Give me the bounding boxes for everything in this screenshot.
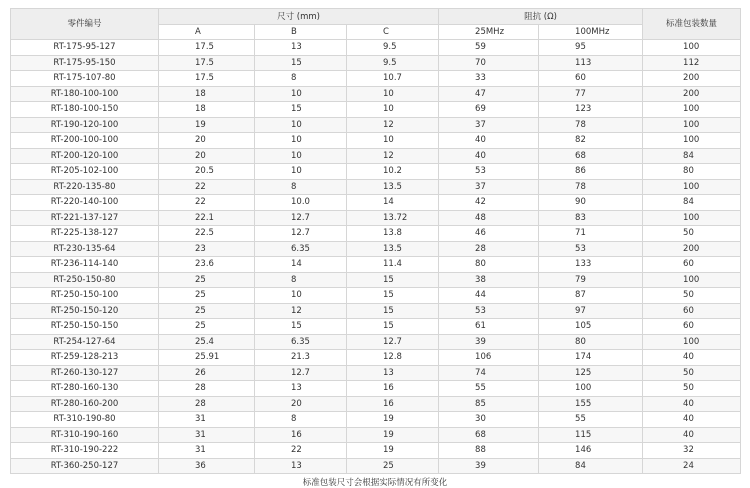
table-row [11, 396, 741, 412]
cell-b: 13 [255, 381, 347, 397]
cell-c: 10 [347, 133, 439, 149]
cell-pack-qty: 84 [643, 195, 741, 211]
cell-b: 10 [255, 86, 347, 102]
table-row [11, 288, 741, 304]
cell-pack-qty: 112 [643, 55, 741, 71]
cell-part-no: RT-250-150-80 [11, 272, 159, 288]
cell-c: 13.72 [347, 210, 439, 226]
cell-100mhz: 82 [539, 133, 643, 149]
header-row-1 [11, 9, 741, 25]
cell-a: 25 [159, 319, 255, 335]
cell-part-no: RT-221-137-127 [11, 210, 159, 226]
cell-a: 31 [159, 412, 255, 428]
table-row [11, 412, 741, 428]
cell-c: 16 [347, 396, 439, 412]
cell-100mhz: 83 [539, 210, 643, 226]
table-row [11, 117, 741, 133]
cell-25mhz: 39 [439, 334, 539, 350]
cell-a: 22.1 [159, 210, 255, 226]
cell-b: 6.35 [255, 334, 347, 350]
table-row [11, 102, 741, 118]
table-row [11, 195, 741, 211]
cell-25mhz: 28 [439, 241, 539, 257]
cell-part-no: RT-254-127-64 [11, 334, 159, 350]
cell-25mhz: 47 [439, 86, 539, 102]
cell-part-no: RT-250-150-120 [11, 303, 159, 319]
cell-b: 14 [255, 257, 347, 273]
cell-pack-qty: 40 [643, 427, 741, 443]
cell-pack-qty: 50 [643, 381, 741, 397]
cell-a: 18 [159, 102, 255, 118]
cell-100mhz: 53 [539, 241, 643, 257]
table-row [11, 210, 741, 226]
table-row [11, 55, 741, 71]
cell-c: 9.5 [347, 40, 439, 56]
cell-c: 19 [347, 443, 439, 459]
cell-25mhz: 42 [439, 195, 539, 211]
cell-c: 25 [347, 458, 439, 474]
table-row [11, 133, 741, 149]
cell-25mhz: 30 [439, 412, 539, 428]
cell-part-no: RT-220-135-80 [11, 179, 159, 195]
cell-c: 15 [347, 288, 439, 304]
cell-pack-qty: 32 [643, 443, 741, 459]
cell-part-no: RT-280-160-200 [11, 396, 159, 412]
cell-25mhz: 80 [439, 257, 539, 273]
cell-25mhz: 40 [439, 133, 539, 149]
footnote: 标准包装尺寸会根据实际情况有所变化 [302, 478, 448, 488]
table-row [11, 71, 741, 87]
cell-100mhz: 80 [539, 334, 643, 350]
cell-a: 23 [159, 241, 255, 257]
cell-pack-qty: 200 [643, 86, 741, 102]
cell-part-no: RT-190-120-100 [11, 117, 159, 133]
cell-100mhz: 79 [539, 272, 643, 288]
cell-b: 10 [255, 288, 347, 304]
cell-pack-qty: 100 [643, 117, 741, 133]
cell-a: 25.91 [159, 350, 255, 366]
cell-c: 13 [347, 365, 439, 381]
cell-pack-qty: 40 [643, 396, 741, 412]
cell-a: 25 [159, 272, 255, 288]
cell-25mhz: 46 [439, 226, 539, 242]
cell-b: 15 [255, 55, 347, 71]
cell-c: 13.5 [347, 241, 439, 257]
cell-c: 15 [347, 319, 439, 335]
cell-pack-qty: 100 [643, 334, 741, 350]
table-row [11, 257, 741, 273]
header-b: B [255, 25, 347, 40]
cell-b: 10 [255, 148, 347, 164]
spec-table [10, 8, 741, 474]
cell-pack-qty: 100 [643, 272, 741, 288]
cell-pack-qty: 100 [643, 210, 741, 226]
header-size: 尺寸 (mm) [159, 9, 439, 25]
cell-c: 11.4 [347, 257, 439, 273]
cell-25mhz: 53 [439, 303, 539, 319]
table-row [11, 458, 741, 474]
cell-100mhz: 86 [539, 164, 643, 180]
cell-100mhz: 155 [539, 396, 643, 412]
cell-100mhz: 71 [539, 226, 643, 242]
header-25mhz: 25MHz [439, 25, 539, 40]
cell-a: 18 [159, 86, 255, 102]
cell-25mhz: 37 [439, 117, 539, 133]
cell-c: 15 [347, 303, 439, 319]
cell-b: 12 [255, 303, 347, 319]
table-row [11, 226, 741, 242]
cell-a: 17.5 [159, 71, 255, 87]
cell-25mhz: 70 [439, 55, 539, 71]
cell-a: 17.5 [159, 40, 255, 56]
cell-100mhz: 78 [539, 117, 643, 133]
cell-b: 12.7 [255, 226, 347, 242]
cell-part-no: RT-236-114-140 [11, 257, 159, 273]
table-row [11, 319, 741, 335]
cell-c: 19 [347, 427, 439, 443]
cell-100mhz: 95 [539, 40, 643, 56]
cell-pack-qty: 40 [643, 350, 741, 366]
cell-100mhz: 146 [539, 443, 643, 459]
cell-100mhz: 55 [539, 412, 643, 428]
cell-25mhz: 69 [439, 102, 539, 118]
table-row [11, 86, 741, 102]
cell-a: 20 [159, 133, 255, 149]
cell-pack-qty: 200 [643, 71, 741, 87]
cell-c: 12.8 [347, 350, 439, 366]
header-part-no: 零件编号 [11, 9, 159, 40]
cell-c: 16 [347, 381, 439, 397]
table-row [11, 427, 741, 443]
cell-b: 8 [255, 179, 347, 195]
cell-a: 17.5 [159, 55, 255, 71]
cell-a: 22.5 [159, 226, 255, 242]
cell-part-no: RT-175-107-80 [11, 71, 159, 87]
cell-25mhz: 39 [439, 458, 539, 474]
cell-part-no: RT-280-160-130 [11, 381, 159, 397]
cell-b: 22 [255, 443, 347, 459]
cell-a: 25 [159, 288, 255, 304]
cell-25mhz: 40 [439, 148, 539, 164]
cell-100mhz: 113 [539, 55, 643, 71]
cell-pack-qty: 80 [643, 164, 741, 180]
cell-25mhz: 38 [439, 272, 539, 288]
cell-pack-qty: 50 [643, 226, 741, 242]
cell-c: 10.2 [347, 164, 439, 180]
header-c: C [347, 25, 439, 40]
cell-pack-qty: 100 [643, 179, 741, 195]
cell-pack-qty: 24 [643, 458, 741, 474]
cell-c: 19 [347, 412, 439, 428]
cell-part-no: RT-175-95-127 [11, 40, 159, 56]
cell-part-no: RT-180-100-150 [11, 102, 159, 118]
cell-100mhz: 68 [539, 148, 643, 164]
cell-100mhz: 60 [539, 71, 643, 87]
cell-25mhz: 44 [439, 288, 539, 304]
cell-b: 10 [255, 133, 347, 149]
table-body [11, 40, 741, 474]
cell-a: 25.4 [159, 334, 255, 350]
cell-25mhz: 88 [439, 443, 539, 459]
cell-c: 14 [347, 195, 439, 211]
cell-a: 20.5 [159, 164, 255, 180]
table-row [11, 365, 741, 381]
cell-part-no: RT-259-128-213 [11, 350, 159, 366]
cell-b: 12.7 [255, 365, 347, 381]
cell-a: 31 [159, 443, 255, 459]
cell-b: 10.0 [255, 195, 347, 211]
cell-pack-qty: 200 [643, 241, 741, 257]
cell-c: 12 [347, 148, 439, 164]
cell-a: 25 [159, 303, 255, 319]
cell-25mhz: 59 [439, 40, 539, 56]
cell-part-no: RT-260-130-127 [11, 365, 159, 381]
table-row [11, 381, 741, 397]
cell-part-no: RT-200-100-100 [11, 133, 159, 149]
cell-100mhz: 174 [539, 350, 643, 366]
cell-b: 21.3 [255, 350, 347, 366]
cell-part-no: RT-250-150-150 [11, 319, 159, 335]
cell-b: 16 [255, 427, 347, 443]
table-row [11, 241, 741, 257]
cell-a: 36 [159, 458, 255, 474]
cell-pack-qty: 84 [643, 148, 741, 164]
cell-pack-qty: 50 [643, 288, 741, 304]
cell-a: 22 [159, 179, 255, 195]
cell-100mhz: 78 [539, 179, 643, 195]
table-row [11, 272, 741, 288]
cell-c: 10 [347, 86, 439, 102]
table-row [11, 350, 741, 366]
cell-pack-qty: 100 [643, 133, 741, 149]
cell-part-no: RT-310-190-222 [11, 443, 159, 459]
spec-table-container [10, 8, 740, 488]
cell-100mhz: 97 [539, 303, 643, 319]
cell-pack-qty: 60 [643, 319, 741, 335]
cell-c: 10.7 [347, 71, 439, 87]
cell-a: 22 [159, 195, 255, 211]
cell-a: 28 [159, 396, 255, 412]
cell-b: 20 [255, 396, 347, 412]
cell-pack-qty: 40 [643, 412, 741, 428]
cell-a: 26 [159, 365, 255, 381]
cell-100mhz: 100 [539, 381, 643, 397]
cell-part-no: RT-220-140-100 [11, 195, 159, 211]
table-row [11, 443, 741, 459]
cell-b: 8 [255, 412, 347, 428]
cell-b: 13 [255, 40, 347, 56]
cell-100mhz: 84 [539, 458, 643, 474]
cell-part-no: RT-230-135-64 [11, 241, 159, 257]
cell-part-no: RT-310-190-160 [11, 427, 159, 443]
cell-part-no: RT-225-138-127 [11, 226, 159, 242]
cell-25mhz: 85 [439, 396, 539, 412]
cell-b: 10 [255, 164, 347, 180]
cell-25mhz: 106 [439, 350, 539, 366]
cell-100mhz: 77 [539, 86, 643, 102]
cell-25mhz: 61 [439, 319, 539, 335]
cell-b: 10 [255, 117, 347, 133]
table-row [11, 148, 741, 164]
cell-25mhz: 48 [439, 210, 539, 226]
cell-100mhz: 105 [539, 319, 643, 335]
cell-b: 8 [255, 272, 347, 288]
cell-b: 15 [255, 319, 347, 335]
cell-pack-qty: 60 [643, 257, 741, 273]
cell-part-no: RT-205-102-100 [11, 164, 159, 180]
table-row [11, 303, 741, 319]
cell-100mhz: 133 [539, 257, 643, 273]
cell-b: 15 [255, 102, 347, 118]
cell-pack-qty: 100 [643, 102, 741, 118]
cell-pack-qty: 100 [643, 40, 741, 56]
cell-c: 13.5 [347, 179, 439, 195]
cell-c: 10 [347, 102, 439, 118]
cell-a: 19 [159, 117, 255, 133]
cell-a: 23.6 [159, 257, 255, 273]
cell-c: 9.5 [347, 55, 439, 71]
cell-c: 12.7 [347, 334, 439, 350]
cell-part-no: RT-180-100-100 [11, 86, 159, 102]
cell-100mhz: 125 [539, 365, 643, 381]
table-row [11, 164, 741, 180]
cell-25mhz: 74 [439, 365, 539, 381]
header-impedance: 阻抗 (Ω) [439, 9, 643, 25]
cell-25mhz: 33 [439, 71, 539, 87]
cell-a: 20 [159, 148, 255, 164]
cell-pack-qty: 60 [643, 303, 741, 319]
header-a: A [159, 25, 255, 40]
cell-25mhz: 53 [439, 164, 539, 180]
cell-part-no: RT-310-190-80 [11, 412, 159, 428]
cell-25mhz: 68 [439, 427, 539, 443]
cell-100mhz: 90 [539, 195, 643, 211]
cell-part-no: RT-250-150-100 [11, 288, 159, 304]
cell-c: 12 [347, 117, 439, 133]
cell-b: 8 [255, 71, 347, 87]
cell-25mhz: 55 [439, 381, 539, 397]
table-row [11, 179, 741, 195]
cell-100mhz: 115 [539, 427, 643, 443]
cell-c: 13.8 [347, 226, 439, 242]
cell-part-no: RT-200-120-100 [11, 148, 159, 164]
cell-a: 31 [159, 427, 255, 443]
cell-part-no: RT-360-250-127 [11, 458, 159, 474]
cell-b: 13 [255, 458, 347, 474]
cell-c: 15 [347, 272, 439, 288]
cell-100mhz: 87 [539, 288, 643, 304]
header-pack-qty: 标准包装数量 [643, 9, 741, 40]
cell-b: 12.7 [255, 210, 347, 226]
cell-25mhz: 37 [439, 179, 539, 195]
cell-b: 6.35 [255, 241, 347, 257]
cell-part-no: RT-175-95-150 [11, 55, 159, 71]
cell-100mhz: 123 [539, 102, 643, 118]
cell-pack-qty: 50 [643, 365, 741, 381]
header-100mhz: 100MHz [539, 25, 643, 40]
table-row [11, 40, 741, 56]
cell-a: 28 [159, 381, 255, 397]
table-row [11, 334, 741, 350]
